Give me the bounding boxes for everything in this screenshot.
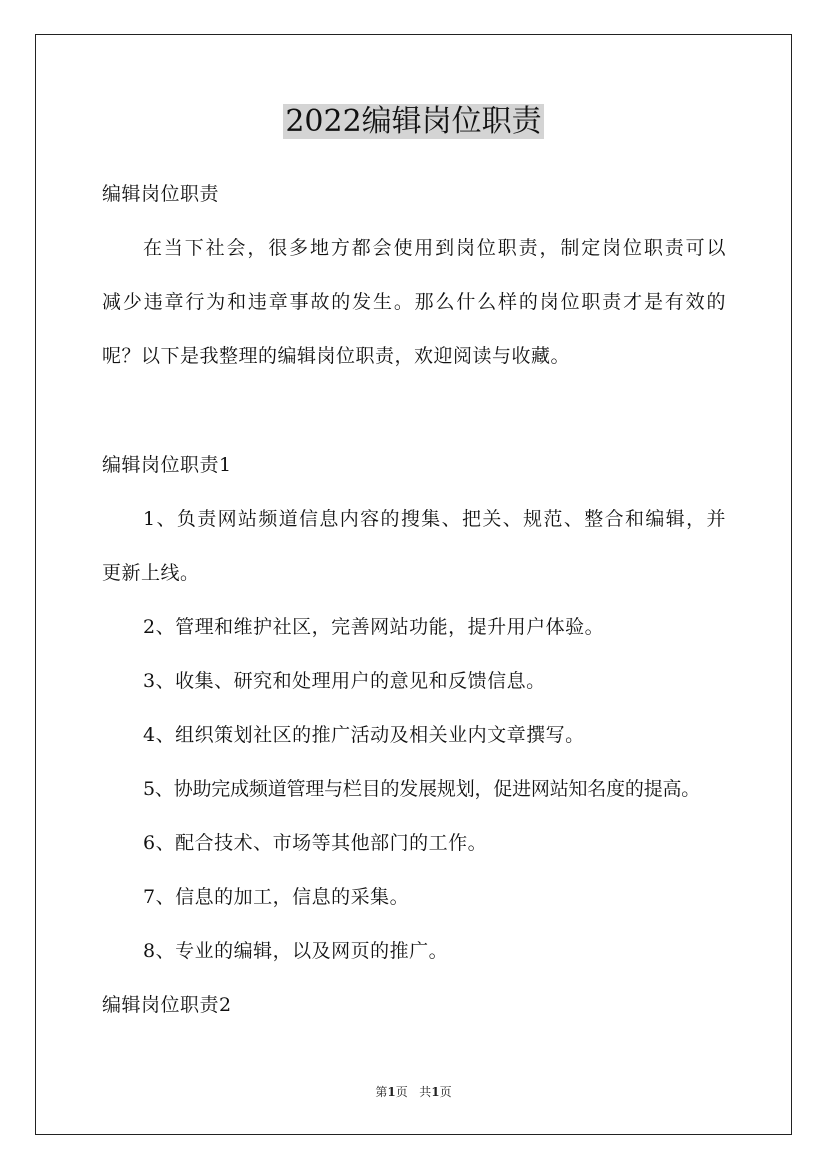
intro-paragraph-line-2: 减少违章行为和违章事故的发生。那么什么样的岗位职责才是有效的 bbox=[102, 291, 726, 313]
page-number: 1 bbox=[387, 1085, 396, 1099]
duty-item-5: 5、协助完成频道管理与栏目的发展规划，促进网站知名度的提高。 bbox=[143, 778, 701, 800]
intro-paragraph-line-3: 呢？以下是我整理的编辑岗位职责，欢迎阅读与收藏。 bbox=[102, 345, 571, 367]
page-footer bbox=[0, 1083, 827, 1101]
total-pages-suffix: 页 bbox=[439, 1085, 452, 1099]
page-number-prefix: 第 bbox=[375, 1085, 388, 1099]
duty-item-1-line-1: 1、负责网站频道信息内容的搜集、把关、规范、整合和编辑，并 bbox=[143, 508, 726, 530]
duty-item-8: 8、专业的编辑，以及网页的推广。 bbox=[143, 940, 449, 962]
section-1-heading: 编辑岗位职责1 bbox=[102, 454, 232, 476]
duty-item-4: 4、组织策划社区的推广活动及相关业内文章撰写。 bbox=[143, 724, 585, 746]
document-title bbox=[0, 100, 827, 144]
page-number-suffix: 页 bbox=[395, 1085, 408, 1099]
total-pages-prefix: 共 bbox=[419, 1085, 432, 1099]
duty-item-6: 6、配合技术、市场等其他部门的工作。 bbox=[143, 832, 488, 854]
section-2-heading: 编辑岗位职责2 bbox=[102, 994, 232, 1016]
duty-item-2: 2、管理和维护社区，完善网站功能，提升用户体验。 bbox=[143, 616, 605, 638]
duty-item-7: 7、信息的加工，信息的采集。 bbox=[143, 886, 410, 908]
intro-paragraph-line-1: 在当下社会，很多地方都会使用到岗位职责，制定岗位职责可以 bbox=[143, 237, 726, 259]
duty-item-3: 3、收集、研究和处理用户的意见和反馈信息。 bbox=[143, 670, 546, 692]
document-title-text: 2022编辑岗位职责 bbox=[285, 104, 542, 139]
intro-heading: 编辑岗位职责 bbox=[102, 183, 220, 205]
total-pages: 1 bbox=[431, 1085, 440, 1099]
duty-item-1-line-2: 更新上线。 bbox=[102, 562, 200, 584]
